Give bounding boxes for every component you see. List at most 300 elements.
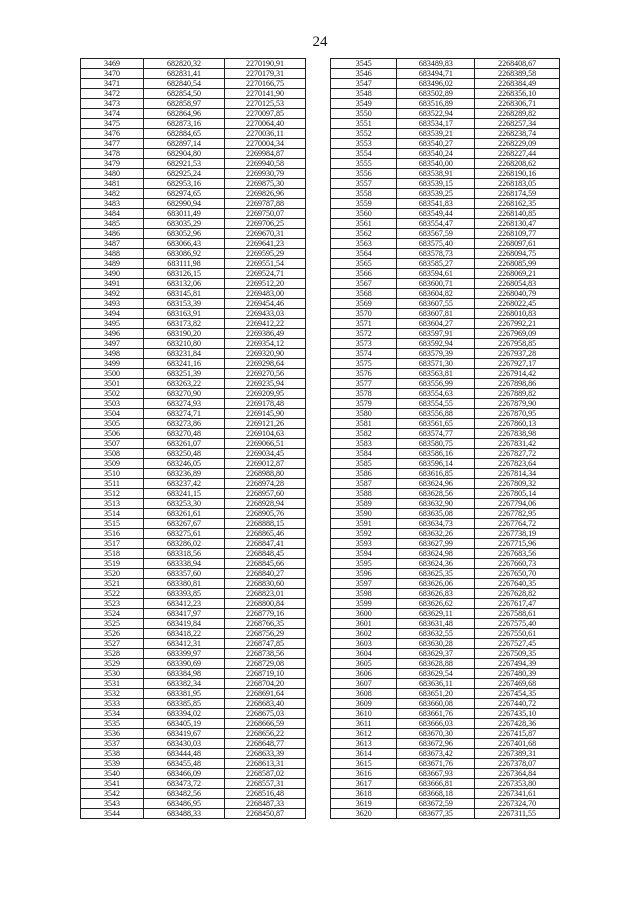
y-coordinate-cell: 2268779,16: [225, 609, 306, 619]
table-row: [81, 119, 306, 129]
x-coordinate-cell: 683604,27: [397, 319, 475, 329]
point-number-cell: 3603: [331, 639, 397, 649]
x-coordinate-cell: 683132,06: [144, 279, 225, 289]
y-coordinate-cell: 2268356,10: [475, 89, 560, 99]
x-coordinate-cell: 682840,54: [144, 79, 225, 89]
table-row: [81, 759, 306, 769]
point-number-cell: 3498: [81, 349, 144, 359]
y-coordinate-cell: 2268747,85: [225, 639, 306, 649]
x-coordinate-cell: 683011,49: [144, 209, 225, 219]
point-number-cell: 3577: [331, 379, 397, 389]
x-coordinate-cell: 683607,55: [397, 299, 475, 309]
point-number-cell: 3601: [331, 619, 397, 629]
table-row: [81, 169, 306, 179]
y-coordinate-cell: 2268097,61: [475, 239, 560, 249]
y-coordinate-cell: 2269940,58: [225, 159, 306, 169]
table-row: [81, 439, 306, 449]
table-row: [81, 749, 306, 759]
table-row: [331, 289, 560, 299]
point-number-cell: 3469: [81, 59, 144, 69]
point-number-cell: 3484: [81, 209, 144, 219]
x-coordinate-cell: 683592,94: [397, 339, 475, 349]
y-coordinate-cell: 2267683,56: [475, 549, 560, 559]
y-coordinate-cell: 2267628,82: [475, 589, 560, 599]
x-coordinate-cell: 683539,25: [397, 189, 475, 199]
y-coordinate-cell: 2267958,85: [475, 339, 560, 349]
x-coordinate-cell: 683541,83: [397, 199, 475, 209]
page-number: 24: [312, 34, 328, 50]
y-coordinate-cell: 2268800,84: [225, 599, 306, 609]
table-row: [331, 229, 560, 239]
point-number-cell: 3470: [81, 69, 144, 79]
point-number-cell: 3500: [81, 369, 144, 379]
point-number-cell: 3501: [81, 379, 144, 389]
table-row: [81, 649, 306, 659]
point-number-cell: 3476: [81, 129, 144, 139]
point-number-cell: 3543: [81, 799, 144, 809]
table-row: [81, 789, 306, 799]
point-number-cell: 3473: [81, 99, 144, 109]
point-number-cell: 3565: [331, 259, 397, 269]
x-coordinate-cell: 683632,26: [397, 529, 475, 539]
x-coordinate-cell: 683338,94: [144, 559, 225, 569]
y-coordinate-cell: 2268613,31: [225, 759, 306, 769]
table-row: [81, 579, 306, 589]
point-number-cell: 3612: [331, 729, 397, 739]
x-coordinate-cell: 683237,42: [144, 479, 225, 489]
table-row: [331, 699, 560, 709]
point-number-cell: 3485: [81, 219, 144, 229]
table-row: [331, 789, 560, 799]
point-number-cell: 3540: [81, 769, 144, 779]
point-number-cell: 3504: [81, 409, 144, 419]
x-coordinate-cell: 683385,85: [144, 699, 225, 709]
table-row: [331, 589, 560, 599]
table-row: [81, 689, 306, 699]
point-number-cell: 3582: [331, 429, 397, 439]
y-coordinate-cell: 2270064,40: [225, 119, 306, 129]
y-coordinate-cell: 2267311,55: [475, 809, 560, 819]
table-row: [331, 759, 560, 769]
table-row: [81, 539, 306, 549]
y-coordinate-cell: 2269670,31: [225, 229, 306, 239]
point-number-cell: 3607: [331, 679, 397, 689]
y-coordinate-cell: 2267969,09: [475, 329, 560, 339]
y-coordinate-cell: 2267364,84: [475, 769, 560, 779]
x-coordinate-cell: 683626,62: [397, 599, 475, 609]
y-coordinate-cell: 2267575,40: [475, 619, 560, 629]
x-coordinate-cell: 683163,91: [144, 309, 225, 319]
x-coordinate-cell: 683670,30: [397, 729, 475, 739]
point-number-cell: 3608: [331, 689, 397, 699]
table-row: [331, 739, 560, 749]
point-number-cell: 3544: [81, 809, 144, 819]
x-coordinate-cell: 682904,80: [144, 149, 225, 159]
y-coordinate-cell: 2268738,56: [225, 649, 306, 659]
x-coordinate-cell: 683561,65: [397, 419, 475, 429]
table-row: [331, 149, 560, 159]
table-row: [81, 549, 306, 559]
y-coordinate-cell: 2267715,96: [475, 539, 560, 549]
y-coordinate-cell: 2270036,11: [225, 129, 306, 139]
x-coordinate-cell: 683556,99: [397, 379, 475, 389]
point-number-cell: 3474: [81, 109, 144, 119]
table-row: [81, 89, 306, 99]
y-coordinate-cell: 2268162,35: [475, 199, 560, 209]
x-coordinate-cell: 683672,96: [397, 739, 475, 749]
x-coordinate-cell: 683455,48: [144, 759, 225, 769]
x-coordinate-cell: 683554,63: [397, 389, 475, 399]
y-coordinate-cell: 2267831,42: [475, 439, 560, 449]
x-coordinate-cell: 682897,14: [144, 139, 225, 149]
x-coordinate-cell: 683261,07: [144, 439, 225, 449]
y-coordinate-cell: 2268040,79: [475, 289, 560, 299]
point-number-cell: 3509: [81, 459, 144, 469]
point-number-cell: 3616: [331, 769, 397, 779]
point-number-cell: 3545: [331, 59, 397, 69]
y-coordinate-cell: 2268729,08: [225, 659, 306, 669]
y-coordinate-cell: 2268766,35: [225, 619, 306, 629]
x-coordinate-cell: 683596,14: [397, 459, 475, 469]
x-coordinate-cell: 683318,56: [144, 549, 225, 559]
x-coordinate-cell: 683634,73: [397, 519, 475, 529]
point-number-cell: 3537: [81, 739, 144, 749]
table-row: [81, 739, 306, 749]
x-coordinate-cell: 683628,88: [397, 659, 475, 669]
point-number-cell: 3536: [81, 729, 144, 739]
y-coordinate-cell: 2268683,40: [225, 699, 306, 709]
x-coordinate-cell: 683585,27: [397, 259, 475, 269]
point-number-cell: 3508: [81, 449, 144, 459]
y-coordinate-cell: 2267860,13: [475, 419, 560, 429]
x-coordinate-cell: 683616,85: [397, 469, 475, 479]
point-number-cell: 3550: [331, 109, 397, 119]
x-coordinate-cell: 682858,97: [144, 99, 225, 109]
table-row: [331, 559, 560, 569]
table-row: [81, 329, 306, 339]
table-row: [81, 189, 306, 199]
table-row: [81, 569, 306, 579]
point-number-cell: 3583: [331, 439, 397, 449]
x-coordinate-cell: 683286,02: [144, 539, 225, 549]
y-coordinate-cell: 2269034,45: [225, 449, 306, 459]
x-coordinate-cell: 683534,17: [397, 119, 475, 129]
y-coordinate-cell: 2268648,77: [225, 739, 306, 749]
y-coordinate-cell: 2269551,54: [225, 259, 306, 269]
x-coordinate-cell: 683661,76: [397, 709, 475, 719]
x-coordinate-cell: 682953,16: [144, 179, 225, 189]
point-number-cell: 3559: [331, 199, 397, 209]
x-coordinate-cell: 683270,90: [144, 389, 225, 399]
point-number-cell: 3580: [331, 409, 397, 419]
y-coordinate-cell: 2269595,29: [225, 249, 306, 259]
point-number-cell: 3604: [331, 649, 397, 659]
x-coordinate-cell: 683594,61: [397, 269, 475, 279]
y-coordinate-cell: 2269984,87: [225, 149, 306, 159]
y-coordinate-cell: 2269145,90: [225, 409, 306, 419]
x-coordinate-cell: 683554,47: [397, 219, 475, 229]
x-coordinate-cell: 683035,29: [144, 219, 225, 229]
table-row: [81, 59, 306, 69]
point-number-cell: 3605: [331, 659, 397, 669]
x-coordinate-cell: 683516,89: [397, 99, 475, 109]
y-coordinate-cell: 2269787,88: [225, 199, 306, 209]
point-number-cell: 3507: [81, 439, 144, 449]
table-row: [331, 509, 560, 519]
y-coordinate-cell: 2268085,99: [475, 259, 560, 269]
point-number-cell: 3521: [81, 579, 144, 589]
x-coordinate-cell: 682884,65: [144, 129, 225, 139]
point-number-cell: 3594: [331, 549, 397, 559]
point-number-cell: 3505: [81, 419, 144, 429]
x-coordinate-cell: 683673,42: [397, 749, 475, 759]
point-number-cell: 3519: [81, 559, 144, 569]
x-coordinate-cell: 683357,60: [144, 569, 225, 579]
x-coordinate-cell: 683086,92: [144, 249, 225, 259]
table-row: [81, 619, 306, 629]
y-coordinate-cell: 2267764,72: [475, 519, 560, 529]
table-row: [81, 69, 306, 79]
point-number-cell: 3598: [331, 589, 397, 599]
x-coordinate-cell: 683418,22: [144, 629, 225, 639]
x-coordinate-cell: 683412,23: [144, 599, 225, 609]
y-coordinate-cell: 2267428,36: [475, 719, 560, 729]
x-coordinate-cell: 683502,89: [397, 89, 475, 99]
y-coordinate-cell: 2268666,59: [225, 719, 306, 729]
point-number-cell: 3615: [331, 759, 397, 769]
table-row: [81, 419, 306, 429]
table-row: [331, 119, 560, 129]
table-row: [331, 169, 560, 179]
y-coordinate-cell: 2269512,20: [225, 279, 306, 289]
x-coordinate-cell: 683267,67: [144, 519, 225, 529]
table-row: [81, 299, 306, 309]
x-coordinate-cell: 683145,81: [144, 289, 225, 299]
x-coordinate-cell: 683274,71: [144, 409, 225, 419]
table-row: [81, 269, 306, 279]
y-coordinate-cell: 2267640,35: [475, 579, 560, 589]
table-row: [331, 339, 560, 349]
table-row: [81, 639, 306, 649]
y-coordinate-cell: 2270141,90: [225, 89, 306, 99]
x-coordinate-cell: 683488,33: [144, 809, 225, 819]
table-row: [331, 249, 560, 259]
x-coordinate-cell: 683153,39: [144, 299, 225, 309]
y-coordinate-cell: 2268174,59: [475, 189, 560, 199]
table-row: [331, 79, 560, 89]
table-row: [81, 209, 306, 219]
y-coordinate-cell: 2268384,49: [475, 79, 560, 89]
point-number-cell: 3562: [331, 229, 397, 239]
y-coordinate-cell: 2268227,44: [475, 149, 560, 159]
point-number-cell: 3478: [81, 149, 144, 159]
x-coordinate-cell: 683489,83: [397, 59, 475, 69]
table-row: [331, 299, 560, 309]
table-row: [331, 459, 560, 469]
x-coordinate-cell: 683575,40: [397, 239, 475, 249]
point-number-cell: 3503: [81, 399, 144, 409]
x-coordinate-cell: 682974,65: [144, 189, 225, 199]
x-coordinate-cell: 683393,85: [144, 589, 225, 599]
table-row: [81, 669, 306, 679]
x-coordinate-cell: 683668,18: [397, 789, 475, 799]
table-row: [331, 309, 560, 319]
x-coordinate-cell: 683540,24: [397, 149, 475, 159]
point-number-cell: 3606: [331, 669, 397, 679]
table-row: [331, 529, 560, 539]
x-coordinate-cell: 683381,95: [144, 689, 225, 699]
x-coordinate-cell: 683241,15: [144, 489, 225, 499]
y-coordinate-cell: 2268557,31: [225, 779, 306, 789]
y-coordinate-cell: 2267341,61: [475, 789, 560, 799]
point-number-cell: 3551: [331, 119, 397, 129]
table-row: [331, 669, 560, 679]
y-coordinate-cell: 2267550,61: [475, 629, 560, 639]
table-row: [331, 139, 560, 149]
x-coordinate-cell: 683574,77: [397, 429, 475, 439]
point-number-cell: 3610: [331, 709, 397, 719]
table-row: [331, 749, 560, 759]
x-coordinate-cell: 683270,48: [144, 429, 225, 439]
x-coordinate-cell: 683580,75: [397, 439, 475, 449]
y-coordinate-cell: 2267324,70: [475, 799, 560, 809]
x-coordinate-cell: 683251,39: [144, 369, 225, 379]
table-row: [331, 619, 560, 629]
point-number-cell: 3578: [331, 389, 397, 399]
table-row: [81, 199, 306, 209]
x-coordinate-cell: 683430,03: [144, 739, 225, 749]
x-coordinate-cell: 683540,27: [397, 139, 475, 149]
table-row: [331, 709, 560, 719]
point-number-cell: 3617: [331, 779, 397, 789]
x-coordinate-cell: 683496,02: [397, 79, 475, 89]
point-number-cell: 3486: [81, 229, 144, 239]
point-number-cell: 3599: [331, 599, 397, 609]
x-coordinate-cell: 682921,53: [144, 159, 225, 169]
table-row: [331, 479, 560, 489]
x-coordinate-cell: 683486,95: [144, 799, 225, 809]
point-number-cell: 3614: [331, 749, 397, 759]
y-coordinate-cell: 2269433,03: [225, 309, 306, 319]
y-coordinate-cell: 2267378,07: [475, 759, 560, 769]
point-number-cell: 3497: [81, 339, 144, 349]
y-coordinate-cell: 2270166,75: [225, 79, 306, 89]
y-coordinate-cell: 2270125,53: [225, 99, 306, 109]
table-row: [331, 629, 560, 639]
y-coordinate-cell: 2268845,66: [225, 559, 306, 569]
point-number-cell: 3490: [81, 269, 144, 279]
y-coordinate-cell: 2269483,00: [225, 289, 306, 299]
table-row: [331, 179, 560, 189]
y-coordinate-cell: 2267823,64: [475, 459, 560, 469]
point-number-cell: 3541: [81, 779, 144, 789]
table-row: [331, 679, 560, 689]
table-row: [81, 109, 306, 119]
table-row: [81, 249, 306, 259]
point-number-cell: 3584: [331, 449, 397, 459]
y-coordinate-cell: 2268756,29: [225, 629, 306, 639]
point-number-cell: 3581: [331, 419, 397, 429]
table-row: [331, 159, 560, 169]
point-number-cell: 3518: [81, 549, 144, 559]
table-row: [81, 679, 306, 689]
y-coordinate-cell: 2268830,60: [225, 579, 306, 589]
y-coordinate-cell: 2268408,67: [475, 59, 560, 69]
table-row: [81, 799, 306, 809]
x-coordinate-cell: 683399,97: [144, 649, 225, 659]
y-coordinate-cell: 2268229,09: [475, 139, 560, 149]
table-row: [331, 189, 560, 199]
y-coordinate-cell: 2268190,16: [475, 169, 560, 179]
y-coordinate-cell: 2269012,87: [225, 459, 306, 469]
point-number-cell: 3492: [81, 289, 144, 299]
table-row: [81, 659, 306, 669]
point-number-cell: 3585: [331, 459, 397, 469]
table-row: [81, 499, 306, 509]
y-coordinate-cell: 2268022,45: [475, 299, 560, 309]
x-coordinate-cell: 683539,15: [397, 179, 475, 189]
x-coordinate-cell: 683111,98: [144, 259, 225, 269]
y-coordinate-cell: 2269178,48: [225, 399, 306, 409]
y-coordinate-cell: 2268847,41: [225, 539, 306, 549]
table-row: [331, 319, 560, 329]
point-number-cell: 3566: [331, 269, 397, 279]
point-number-cell: 3514: [81, 509, 144, 519]
point-number-cell: 3588: [331, 489, 397, 499]
y-coordinate-cell: 2267914,42: [475, 369, 560, 379]
table-row: [81, 609, 306, 619]
point-number-cell: 3513: [81, 499, 144, 509]
y-coordinate-cell: 2269354,12: [225, 339, 306, 349]
y-coordinate-cell: 2267660,73: [475, 559, 560, 569]
table-row: [331, 689, 560, 699]
table-row: [331, 799, 560, 809]
table-row: [81, 459, 306, 469]
x-coordinate-cell: 683126,15: [144, 269, 225, 279]
x-coordinate-cell: 683635,08: [397, 509, 475, 519]
point-number-cell: 3489: [81, 259, 144, 269]
y-coordinate-cell: 2268928,94: [225, 499, 306, 509]
x-coordinate-cell: 683651,20: [397, 689, 475, 699]
y-coordinate-cell: 2267814,34: [475, 469, 560, 479]
x-coordinate-cell: 683579,39: [397, 349, 475, 359]
table-row: [81, 369, 306, 379]
point-number-cell: 3511: [81, 479, 144, 489]
table-row: [331, 639, 560, 649]
table-row: [331, 69, 560, 79]
point-number-cell: 3539: [81, 759, 144, 769]
table-row: [331, 59, 560, 69]
x-coordinate-cell: 682925,24: [144, 169, 225, 179]
table-row: [81, 629, 306, 639]
x-coordinate-cell: 683578,73: [397, 249, 475, 259]
y-coordinate-cell: 2267527,45: [475, 639, 560, 649]
x-coordinate-cell: 683630,28: [397, 639, 475, 649]
x-coordinate-cell: 683632,90: [397, 499, 475, 509]
point-number-cell: 3532: [81, 689, 144, 699]
point-number-cell: 3512: [81, 489, 144, 499]
table-row: [331, 649, 560, 659]
point-number-cell: 3524: [81, 609, 144, 619]
point-number-cell: 3525: [81, 619, 144, 629]
y-coordinate-cell: 2267992,21: [475, 319, 560, 329]
table-row: [331, 469, 560, 479]
y-coordinate-cell: 2269930,79: [225, 169, 306, 179]
x-coordinate-cell: 683660,08: [397, 699, 475, 709]
x-coordinate-cell: 683405,19: [144, 719, 225, 729]
x-coordinate-cell: 683419,67: [144, 729, 225, 739]
x-coordinate-cell: 683052,96: [144, 229, 225, 239]
